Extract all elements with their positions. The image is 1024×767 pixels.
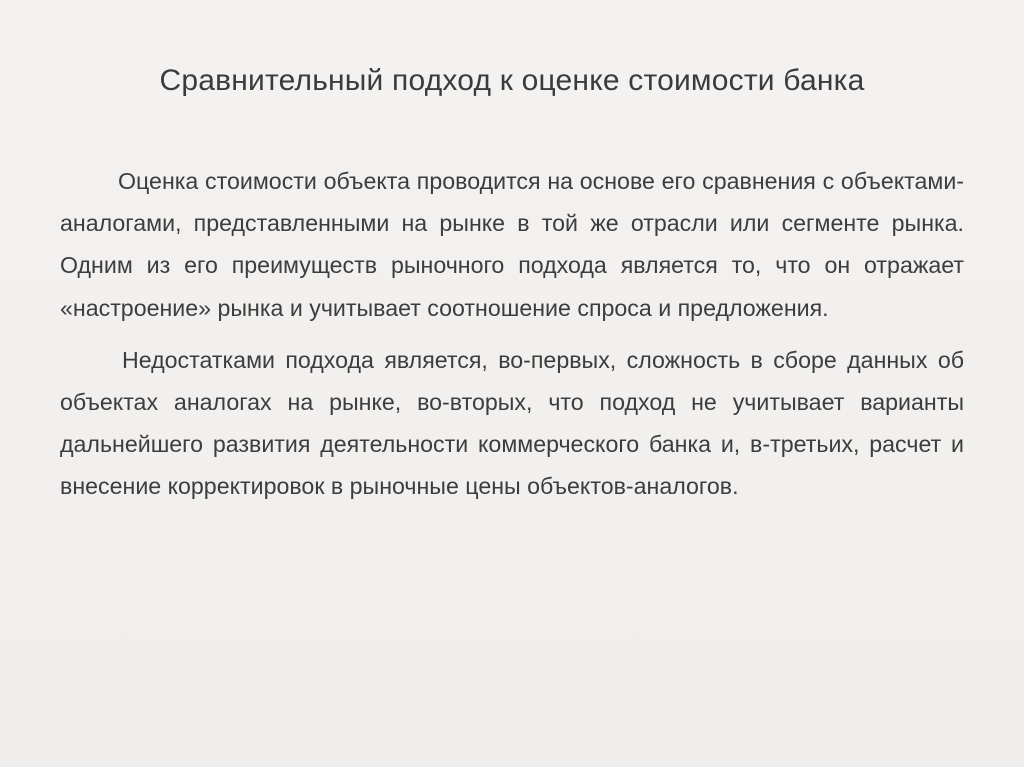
- paragraph-disadvantages: Недостатками подхода является, во-первых, сложность в сборе данных об объектах аналогах на рынке, во-вторых, что подход не учитывает варианты дальнейшего развития деятельности коммерческого банка и, в-третьих, расчет и внесение корректировок в рыночные цены объектов-аналогов.: [60, 346, 964, 500]
- slide-title: Сравнительный подход к оценке стоимости банка: [159, 64, 865, 97]
- paragraph-advantages: Оценка стоимости объекта проводится на основе его сравнения с объектами-аналогами, представленными на рынке в той же отрасли или сегменте рынка. Одним из его преимуществ рыночного подхода является то, что он отражает «настроение» рынка и учитывает соотношение спроса и предложения.: [60, 168, 964, 321]
- slide-body: [60, 160, 964, 508]
